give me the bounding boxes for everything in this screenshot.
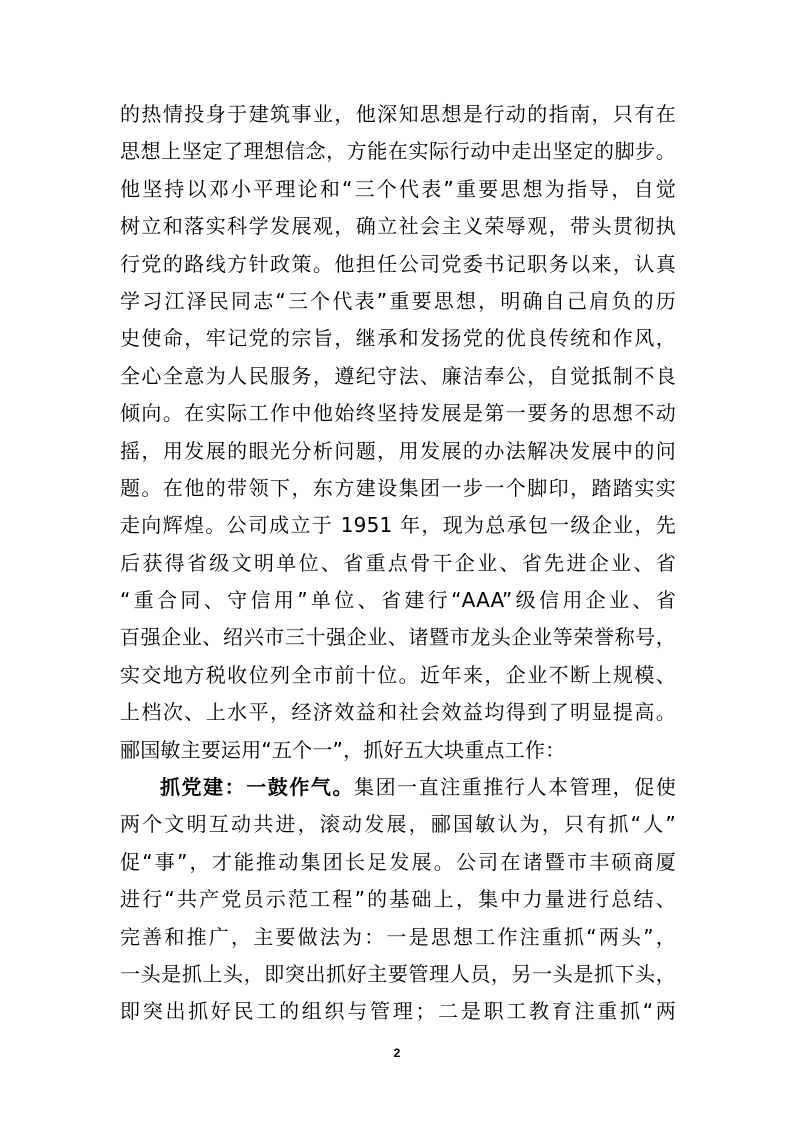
text-line: 史使命，牢记党的宗旨，继承和发扬党的优良传统和作风， xyxy=(120,326,676,351)
text-line: 他坚持以邓小平理论和“三个代表”重要思想为指导，自觉 xyxy=(120,176,676,201)
paragraph-1 xyxy=(120,96,676,769)
page-number: 2 xyxy=(393,1046,401,1060)
text-line: 树立和落实科学发展观，确立社会主义荣辱观，带头贯彻执 xyxy=(120,214,676,239)
text-line: 行党的路线方针政策。他担任公司党委书记职务以来，认真 xyxy=(120,251,676,276)
text-line: 学习江泽民同志“三个代表”重要思想，明确自己肩负的历 xyxy=(120,288,676,313)
text-line: 全心全意为人民服务，遵纪守法、廉洁奉公，自觉抵制不良 xyxy=(120,363,676,388)
text-line: 上档次、上水平，经济效益和社会效益均得到了明显提高。 xyxy=(120,700,676,725)
text-line: 促“事”，才能推动集团长足发展。公司在诸暨市丰硕商厦 xyxy=(120,849,676,874)
text-line: 摇，用发展的眼光分析问题，用发展的办法解决发展中的问 xyxy=(120,438,676,463)
text-line: 后获得省级文明单位、省重点骨干企业、省先进企业、省 xyxy=(120,550,676,575)
text-line: 的热情投身于建筑事业，他深知思想是行动的指南，只有在 xyxy=(120,102,676,126)
text-line: 进行“共产党员示范工程”的基础上，集中力量进行总结、 xyxy=(120,887,676,912)
text-line: 完善和推广，主要做法为：一是思想工作注重抓“两头”， xyxy=(120,924,676,949)
section-heading: 抓党建：一鼓作气。 xyxy=(160,775,355,800)
text-line: 实交地方税收位列全市前十位。近年来，企业不断上规模、 xyxy=(120,662,676,687)
text-line: 两个文明互动共进，滚动发展，郦国敏认为，只有抓“人” xyxy=(120,812,676,837)
text-line: 走向辉煌。公司成立于 1951 年，现为总承包一级企业，先 xyxy=(120,513,676,538)
text-line-first xyxy=(120,769,676,806)
text-line: 郦国敏主要运用“五个一”，抓好五大块重点工作： xyxy=(120,737,566,762)
text-line: “重合同、守信用”单位、省建行“AAA”级信用企业、省 xyxy=(120,588,676,613)
text-line: 即突出抓好民工的组织与管理；二是职工教育注重抓“两 xyxy=(120,999,676,1024)
paragraph-2 xyxy=(120,769,676,1031)
text-line: 思想上坚定了理想信念，方能在实际行动中走出坚定的脚步。 xyxy=(120,139,676,164)
text-line: 倾向。在实际工作中他始终坚持发展是第一要务的思想不动 xyxy=(120,401,676,426)
text-line: 一头是抓上头，即突出抓好主要管理人员，另一头是抓下头， xyxy=(120,961,676,986)
text-fragment: 集团一直注重推行人本管理，促使 xyxy=(354,775,676,800)
text-line: 题。在他的带领下，东方建设集团一步一个脚印，踏踏实实 xyxy=(120,475,676,500)
document-body xyxy=(120,96,676,1031)
text-line: 百强企业、绍兴市三十强企业、诸暨市龙头企业等荣誉称号， xyxy=(120,625,676,650)
